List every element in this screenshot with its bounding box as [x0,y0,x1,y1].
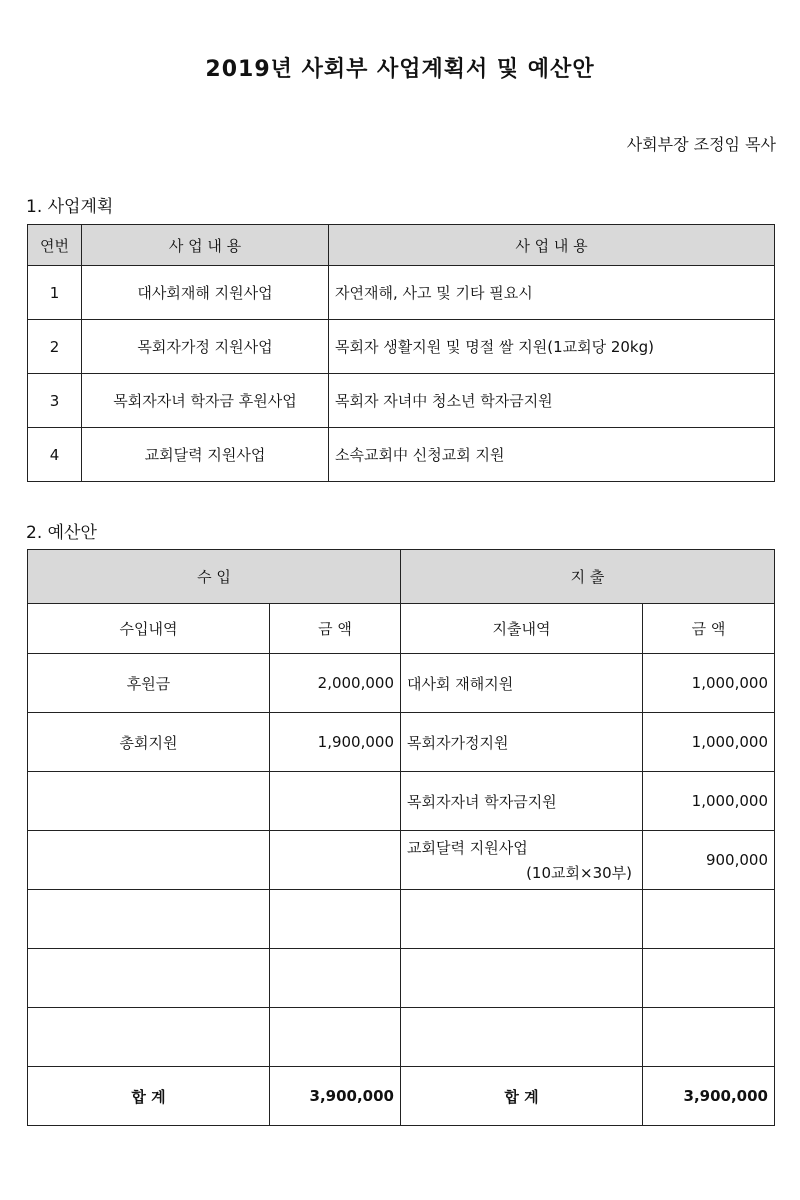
plan-table [27,224,775,482]
total-income: 3,900,000 [270,1067,401,1126]
income-amount: 2,000,000 [270,654,401,713]
total-row [28,1067,775,1126]
table-row [28,320,775,374]
plan-no: 1 [28,266,82,320]
empty-cell [270,831,401,890]
plan-header-name: 사 업 내 용 [82,225,329,266]
table-row [28,713,775,772]
author-line: 사회부장 조정임 목사 [626,135,776,154]
plan-no: 3 [28,374,82,428]
expense-item: 목회자가정지원 [401,713,643,772]
table-row [28,890,775,949]
plan-no: 2 [28,320,82,374]
plan-name: 목회자자녀 학자금 후원사업 [82,374,329,428]
plan-name: 교회달력 지원사업 [82,428,329,482]
plan-no: 4 [28,428,82,482]
empty-cell [401,1008,643,1067]
expense-item-with-note [401,831,643,890]
empty-cell [270,949,401,1008]
income-item-header: 수입내역 [28,604,270,654]
total-label-expense: 합 계 [401,1067,643,1126]
plan-detail: 목회자 자녀中 청소년 학자금지원 [329,374,775,428]
document-title: 2019년 사회부 사업계획서 및 예산안 [205,57,595,82]
expense-amount: 1,000,000 [643,772,775,831]
empty-cell [401,949,643,1008]
expense-item: 목회자자녀 학자금지원 [401,772,643,831]
empty-cell [28,890,270,949]
table-row [28,772,775,831]
plan-header-detail: 사 업 내 용 [329,225,775,266]
expense-amount: 1,000,000 [643,654,775,713]
plan-name: 대사회재해 지원사업 [82,266,329,320]
plan-detail: 소속교회中 신청교회 지원 [329,428,775,482]
expense-amount: 1,000,000 [643,713,775,772]
empty-cell [28,949,270,1008]
table-row [28,428,775,482]
empty-cell [643,1008,775,1067]
budget-column-header-row [28,604,775,654]
table-row [28,949,775,1008]
table-row [28,374,775,428]
table-row [28,1008,775,1067]
empty-cell [28,1008,270,1067]
empty-cell [401,890,643,949]
plan-name: 목회자가정 지원사업 [82,320,329,374]
plan-header-row [28,225,775,266]
empty-cell [28,831,270,890]
total-expense: 3,900,000 [643,1067,775,1126]
expense-item: 교회달력 지원사업 [407,839,528,857]
section-heading-plan: 1. 사업계획 [26,197,114,217]
income-amount-header: 금 액 [270,604,401,654]
empty-cell [643,949,775,1008]
expense-item-header: 지출내역 [401,604,643,654]
plan-detail: 목회자 생활지원 및 명절 쌀 지원(1교회당 20kg) [329,320,775,374]
table-row [28,266,775,320]
empty-cell [643,890,775,949]
empty-cell [28,772,270,831]
table-row [28,654,775,713]
plan-detail: 자연재해, 사고 및 기타 필요시 [329,266,775,320]
total-label-income: 합 계 [28,1067,270,1126]
empty-cell [270,890,401,949]
empty-cell [270,1008,401,1067]
expense-amount: 900,000 [643,831,775,890]
income-amount: 1,900,000 [270,713,401,772]
expense-item: 대사회 재해지원 [401,654,643,713]
budget-group-header-row [28,550,775,604]
income-item: 총회지원 [28,713,270,772]
empty-cell [270,772,401,831]
expense-header: 지 출 [401,550,775,604]
budget-table [27,549,775,1126]
table-row [28,831,775,890]
expense-amount-header: 금 액 [643,604,775,654]
section-heading-budget: 2. 예산안 [26,523,97,543]
income-item: 후원금 [28,654,270,713]
plan-header-no: 연번 [28,225,82,266]
income-header: 수 입 [28,550,401,604]
expense-note: (10교회×30부) [526,864,632,882]
